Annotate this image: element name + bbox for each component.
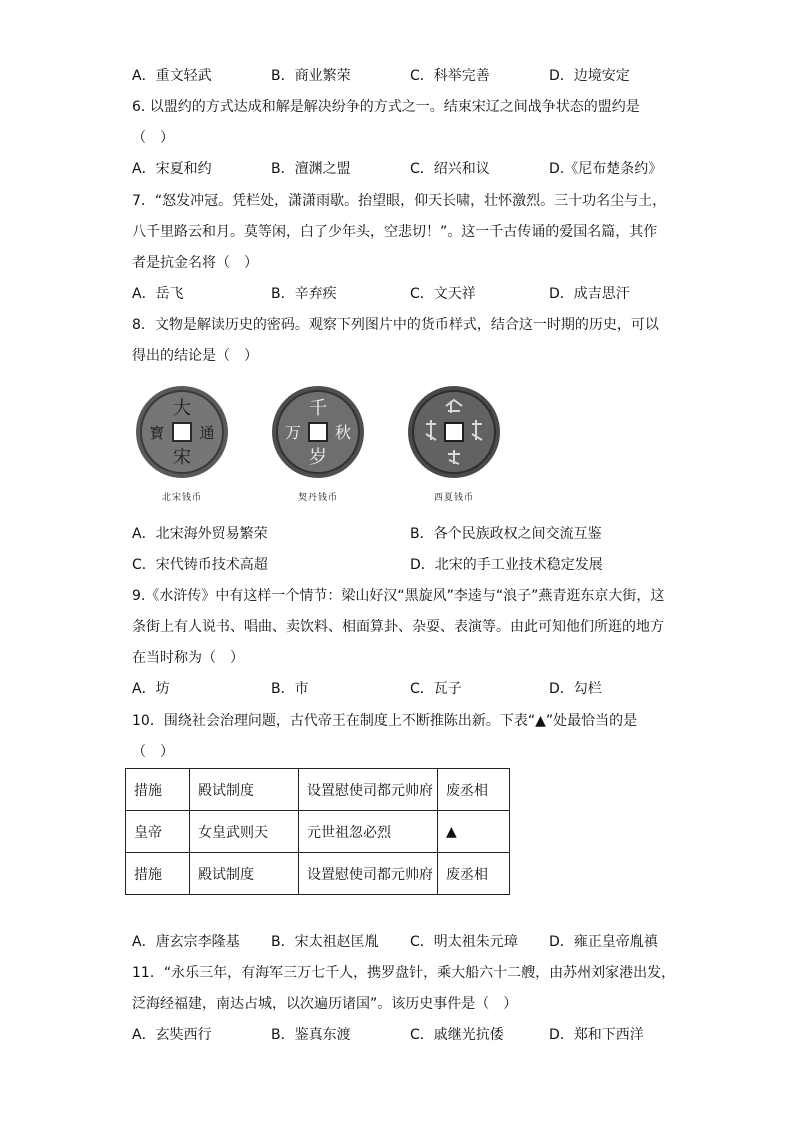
q6-option-b[interactable]: B．澶渊之盟	[271, 161, 351, 177]
q6-answer-blank: （ ）	[132, 130, 174, 146]
q8-option-b[interactable]: B．各个民族政权之间交流互鉴	[410, 526, 602, 542]
coin-char-right: 通	[199, 424, 215, 442]
q11-option-b[interactable]: B．鉴真东渡	[271, 1027, 351, 1043]
table-cell: 废丞相	[438, 853, 510, 895]
q8-option-a[interactable]: A．北宋海外贸易繁荣	[132, 526, 268, 542]
table-cell: 设置慰使司都元帅府	[299, 769, 438, 811]
q7-option-b[interactable]: B．辛弃疾	[271, 286, 337, 302]
q9-option-c[interactable]: C．瓦子	[410, 681, 462, 697]
table-cell: 设置慰使司都元帅府	[299, 853, 438, 895]
q5-option-a[interactable]: A．重文轻武	[132, 68, 212, 84]
coin-char-right: 秋	[334, 423, 352, 442]
northern-song-coin	[132, 384, 232, 503]
q5-options	[132, 66, 672, 86]
coin-caption: 西夏钱币	[433, 493, 474, 503]
table-row	[126, 811, 510, 853]
q5-option-b[interactable]: B．商业繁荣	[271, 68, 351, 84]
q11-option-a[interactable]: A．玄奘西行	[132, 1027, 212, 1043]
coin-char-bottom: 宋	[173, 447, 191, 468]
coin-image	[406, 384, 502, 480]
table-cell: 措施	[126, 853, 190, 895]
q11-stem-line-1: 11．“永乐三年，有海军三万七千人，携罗盘针，乘大船六十二艘，由苏州刘家港出发，	[132, 965, 676, 981]
table-cell: 废丞相	[438, 769, 510, 811]
q8-options-row-1	[132, 524, 672, 544]
q9-option-a[interactable]: A．坊	[132, 681, 170, 697]
q7-options	[132, 284, 672, 304]
q8-stem-line-2: 得出的结论是（ ）	[132, 348, 258, 364]
q10-stem: 10．围绕社会治理问题，古代帝王在制度上不断推陈出新。下表“▲”处最恰当的是	[132, 713, 638, 729]
q6-option-d[interactable]: D.《尼布楚条约》	[549, 161, 663, 177]
coin-char-left: 万	[284, 423, 302, 442]
q7-stem-line-1: 7．“怒发冲冠。凭栏处，潇潇雨歇。抬望眼，仰天长啸，壮怀激烈。三十功名尘与土，	[132, 193, 667, 209]
q10-options	[132, 932, 672, 952]
table-cell: 皇帝	[126, 811, 190, 853]
q10-option-b[interactable]: B．宋太祖赵匡胤	[271, 934, 379, 950]
q7-option-d[interactable]: D．成吉思汗	[549, 286, 630, 302]
q7-option-c[interactable]: C．文天祥	[410, 286, 476, 302]
coin-char-bottom: 岁	[309, 447, 327, 468]
q10-table	[125, 768, 510, 895]
q11-options	[132, 1025, 672, 1045]
coin-char-top: 千	[309, 398, 327, 419]
q7-option-a[interactable]: A．岳飞	[132, 286, 184, 302]
q11-option-c[interactable]: C．戚继光抗倭	[410, 1027, 504, 1043]
western-xia-coin	[404, 384, 504, 503]
q9-option-d[interactable]: D．勾栏	[549, 681, 602, 697]
q9-option-b[interactable]: B．市	[271, 681, 309, 697]
q10-answer-blank: （ ）	[132, 744, 174, 760]
q7-stem-line-2: 八千里路云和月。莫等闲，白了少年头，空悲切！”。这一千古传诵的爱国名篇，其作	[132, 224, 658, 240]
q6-option-c[interactable]: C．绍兴和议	[410, 161, 490, 177]
q10-option-d[interactable]: D．雍正皇帝胤禛	[549, 934, 658, 950]
q5-option-c[interactable]: C．科举完善	[410, 68, 490, 84]
coin-caption: 北宋钱币	[161, 493, 202, 503]
q11-stem-line-2: 泛海经福建，南达占城，以次遍历诸国”。该历史事件是（ ）	[132, 996, 518, 1012]
table-cell: 措施	[126, 769, 190, 811]
coin-image	[134, 384, 230, 480]
q8-option-d[interactable]: D．北宋的手工业技术稳定发展	[410, 557, 603, 573]
q9-options	[132, 679, 672, 699]
coin-image	[270, 384, 366, 480]
q5-option-d[interactable]: D．边境安定	[549, 68, 630, 84]
coin-figure	[132, 384, 532, 504]
q8-stem-line-1: 8．文物是解读历史的密码。观察下列图片中的货币样式，结合这一时期的历史，可以	[132, 317, 659, 333]
q6-options	[132, 159, 672, 179]
q6-option-a[interactable]: A．宋夏和约	[132, 161, 212, 177]
q7-stem-line-3: 者是抗金名将（ ）	[132, 255, 258, 271]
q9-stem-line-1: 9.《水浒传》中有这样一个情节：梁山好汉“黑旋风”李逵与“浪子”燕青逛东京大街，这	[132, 588, 665, 604]
khitan-coin	[268, 384, 368, 503]
table-cell: 元世祖忽必烈	[299, 811, 438, 853]
coin-char-top: 大	[173, 398, 191, 419]
coin-char-left: 寳	[149, 424, 165, 442]
coin-caption: 契丹钱币	[297, 493, 338, 503]
table-cell: 女皇武则天	[190, 811, 299, 853]
q9-stem-line-3: 在当时称为（ ）	[132, 650, 244, 666]
q8-options-row-2	[132, 555, 672, 575]
table-cell: 殿试制度	[190, 853, 299, 895]
table-row	[126, 769, 510, 811]
table-cell-blank-marker: ▲	[438, 811, 510, 853]
table-row	[126, 853, 510, 895]
q9-stem-line-2: 条街上有人说书、唱曲、卖饮料、相面算卦、杂耍、表演等。由此可知他们所逛的地方	[132, 619, 664, 635]
table-cell: 殿试制度	[190, 769, 299, 811]
q10-option-a[interactable]: A．唐玄宗李隆基	[132, 934, 240, 950]
q11-option-d[interactable]: D．郑和下西洋	[549, 1027, 644, 1043]
q10-option-c[interactable]: C．明太祖朱元璋	[410, 934, 518, 950]
q6-stem: 6. 以盟约的方式达成和解是解决纷争的方式之一。结束宋辽之间战争状态的盟约是	[132, 99, 640, 115]
q8-option-c[interactable]: C．宋代铸币技术高超	[132, 557, 268, 573]
